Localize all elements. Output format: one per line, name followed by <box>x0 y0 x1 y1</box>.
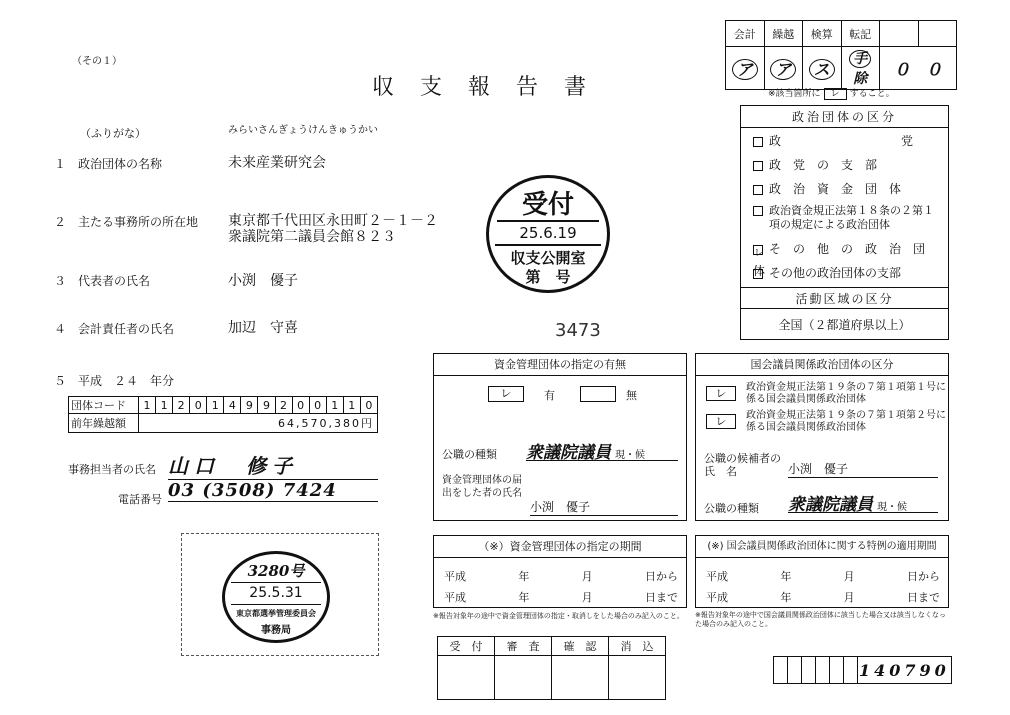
phone-label: 電話番号 <box>118 493 162 506</box>
code-label: 団体コード <box>69 397 139 414</box>
code-digit: 0 <box>309 397 326 414</box>
group-name-label: １ 政治団体の名称 <box>54 157 163 171</box>
classification-item[interactable]: 政 治 資 金 団 体 <box>741 178 948 200</box>
code-digit: 1 <box>139 397 156 414</box>
serial-value: 140790 <box>858 657 952 684</box>
tokyo-stamp: 3280号 25.5.31 東京都選挙管理委員会 事務局 <box>222 551 330 643</box>
office-use-table <box>437 636 666 700</box>
classification-item[interactable]: 政 党 の 支 部 <box>741 154 948 176</box>
fund-mgmt-box <box>433 353 687 521</box>
office-line1: 東京都千代田区永田町２－１－２ <box>228 213 438 229</box>
received-number: 3473 <box>555 320 601 341</box>
diet-item2: 政治資金規正法第１９条の７第１項第２号に係る国会議員関係政治団体 <box>746 410 946 433</box>
approval-note: ※該当箇所に レ すること。 <box>768 89 895 99</box>
classification-box <box>740 105 949 340</box>
carry-value: 64,570,380円 <box>139 414 378 433</box>
acct-label: ４ 会計責任者の氏名 <box>54 322 175 336</box>
approval-mark: 手除 <box>841 47 880 90</box>
code-digit: 0 <box>190 397 207 414</box>
fund-yes-label: 有 <box>544 389 555 402</box>
checkbox[interactable] <box>753 206 763 216</box>
fund-period-box <box>433 535 687 608</box>
checkbox[interactable] <box>753 185 763 195</box>
code-digit: 1 <box>343 397 360 414</box>
phone-value: 03 (3508) 7424 <box>168 480 378 502</box>
fund-period-to: 平成 年 月 日まで <box>444 591 678 604</box>
diet-post-value: 衆議院議員 現・候 <box>788 490 938 513</box>
approval-box <box>725 20 957 86</box>
page-title: 収 支 報 告 書 <box>372 75 589 100</box>
classification-item[interactable]: 政治資金規正法第１８条の２第１項の規定による政治団体 <box>741 204 948 234</box>
code-digit: 9 <box>258 397 275 414</box>
fund-post-value: 衆議院議員 現・候 <box>526 438 678 461</box>
year-label: ５ 平成 ２４ 年分 <box>54 374 175 388</box>
approval-zeros: ０ ０ <box>880 47 957 90</box>
fund-period-from: 平成 年 月 日から <box>444 570 678 583</box>
approval-label: 会計 <box>726 21 765 47</box>
furigana-label: （ふりがな） <box>80 127 146 140</box>
fund-notify-value: 小渕 優子 <box>530 498 678 516</box>
clerk-value: 山口 修子 <box>168 450 378 480</box>
serial-boxes <box>773 656 952 684</box>
fund-mgmt-title: 資金管理団体の指定の有無 <box>434 354 686 376</box>
code-digit: 1 <box>326 397 343 414</box>
diet-period-to: 平成 年 月 日まで <box>706 591 940 604</box>
fund-period-note: ※報告対象年の途中で資金管理団体の指定・取消しをした場合のみ記入のこと。 <box>433 612 684 620</box>
classification-item[interactable]: その他の政治団体の支部 <box>741 262 948 284</box>
checkbox-checked[interactable] <box>753 245 763 255</box>
approval-label: 転記 <box>841 21 880 47</box>
office-use-col: 消 込 <box>609 637 666 656</box>
code-table <box>68 396 378 433</box>
approval-mark: ス <box>803 47 842 90</box>
received-stamp: 受付 25.6.19 収支公開室 第 号 <box>486 175 610 293</box>
diet-cand-value: 小渕 優子 <box>788 460 938 478</box>
office-use-col: 審 査 <box>495 637 552 656</box>
diet-item1: 政治資金規正法第１９条の７第１項第１号に係る国会議員関係政治団体 <box>746 382 946 405</box>
office-label: ２ 主たる事務所の所在地 <box>54 215 199 229</box>
approval-label: 検算 <box>803 21 842 47</box>
fund-no-box[interactable] <box>580 386 616 402</box>
diet-cand-label: 公職の候補者の 氏 名 <box>704 452 792 478</box>
code-digit: 1 <box>207 397 224 414</box>
area-title: 活動区域の区分 <box>741 287 948 309</box>
office-use-col: 確 認 <box>552 637 609 656</box>
acct-value: 加辺 守喜 <box>228 320 298 336</box>
fund-notify-label: 資金管理団体の届出をした者の氏名 <box>442 475 522 499</box>
approval-mark: ア <box>764 47 803 90</box>
classification-title: 政治団体の区分 <box>741 106 948 128</box>
checkbox[interactable] <box>753 137 763 147</box>
code-digit: 0 <box>292 397 309 414</box>
office-line2: 衆議院第二議員会館８２３ <box>228 229 396 245</box>
fund-yes-box[interactable]: レ <box>488 386 524 402</box>
checkbox[interactable] <box>753 269 763 279</box>
rep-label: ３ 代表者の氏名 <box>54 274 151 288</box>
code-digit: 2 <box>173 397 190 414</box>
diet-post-label: 公職の種類 <box>704 502 759 515</box>
checkbox[interactable] <box>753 161 763 171</box>
fund-no-label: 無 <box>626 389 637 402</box>
code-digit: 0 <box>360 397 377 414</box>
approval-label: 繰越 <box>764 21 803 47</box>
diet-item2-check[interactable]: レ <box>706 414 736 429</box>
diet-period-note: ※報告対象年の途中で国会議員関係政治団体に該当した場合又は該当しなくなった場合のみ記入のこと。 <box>695 611 946 628</box>
approval-mark: ア <box>726 47 765 90</box>
classification-item[interactable]: 政 党 <box>741 130 948 152</box>
code-digit: 4 <box>224 397 241 414</box>
diet-period-from: 平成 年 月 日から <box>706 570 940 583</box>
fund-post-label: 公職の種類 <box>442 448 497 461</box>
rep-value: 小渕 優子 <box>228 273 298 289</box>
code-digit: 9 <box>241 397 258 414</box>
diet-period-box <box>695 535 949 608</box>
sono-label: （その１） <box>72 56 122 67</box>
fund-period-title: （※）資金管理団体の指定の期間 <box>434 536 686 558</box>
office-use-col: 受 付 <box>438 637 495 656</box>
group-name-value: 未来産業研究会 <box>228 155 326 171</box>
diet-box <box>695 353 949 521</box>
diet-title: 国会議員関係政治団体の区分 <box>696 354 948 376</box>
clerk-label: 事務担当者の氏名 <box>68 463 156 476</box>
diet-period-title: (※) 国会議員関係政治団体に関する特例の適用期間 <box>696 536 948 558</box>
classification-item[interactable]: レそ の 他 の 政 治 団 体 <box>741 238 948 260</box>
area-value: 全国（２都道府県以上） <box>778 318 911 332</box>
furigana-value: みらいさんぎょうけんきゅうかい <box>228 125 378 136</box>
code-digit: 1 <box>156 397 173 414</box>
diet-item1-check[interactable]: レ <box>706 386 736 401</box>
code-digit: 2 <box>275 397 292 414</box>
carry-label: 前年繰越額 <box>69 414 139 433</box>
